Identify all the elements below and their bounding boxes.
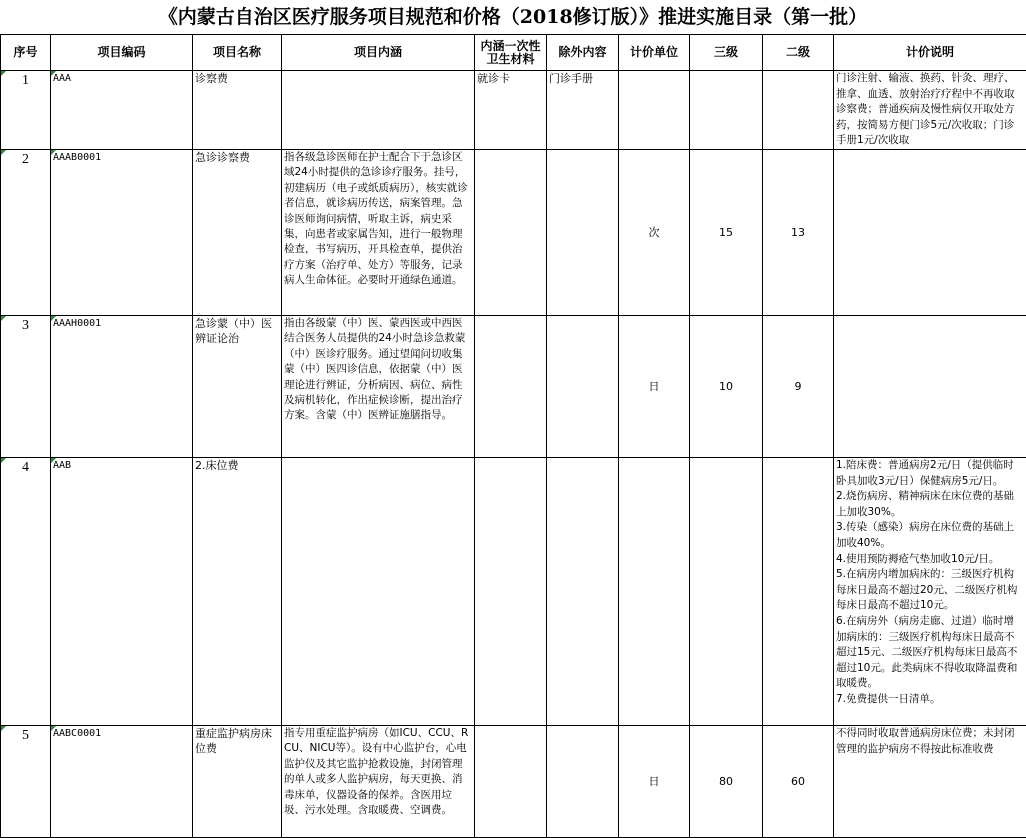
row-number: 3 — [1, 315, 51, 457]
note-line: 6.在病房外（病房走廊、过道）临时增加病床的：三级医疗机构每床日最高不超过15元、二级医疗机构每床日最高不超过10元。此类病床不得收取降温费和取暖费。 — [836, 614, 1024, 692]
header-name: 项目名称 — [193, 35, 282, 71]
table-row — [1, 315, 1026, 457]
item-unit: 日 — [619, 315, 690, 457]
item-price-level2: 9 — [763, 315, 834, 457]
item-name: 急诊诊察费 — [193, 149, 282, 315]
page-title: 《内蒙古自治区医疗服务项目规范和价格（2018修订版）》推进实施目录（第一批） — [0, 0, 1026, 34]
item-excluded — [547, 457, 619, 725]
row-number: 1 — [1, 71, 51, 150]
header-materials-line1: 内涵一次性 — [480, 39, 540, 53]
table-row — [1, 149, 1026, 315]
item-code: AAA — [51, 71, 193, 150]
item-name: 诊察费 — [193, 71, 282, 150]
row-number: 2 — [1, 149, 51, 315]
item-price-level2 — [763, 457, 834, 725]
header-materials — [475, 35, 547, 71]
header-unit: 计价单位 — [619, 35, 690, 71]
item-content — [282, 457, 475, 725]
item-name: 急诊蒙（中）医辨证论治 — [193, 315, 282, 457]
header-materials-line2: 卫生材料 — [486, 52, 534, 66]
item-content — [282, 71, 475, 150]
row-number: 5 — [1, 725, 51, 837]
item-code: AABC0001 — [51, 725, 193, 837]
item-excluded — [547, 725, 619, 837]
price-table — [0, 34, 1026, 838]
item-price-level3: 10 — [690, 315, 763, 457]
item-materials — [475, 149, 547, 315]
table-row — [1, 457, 1026, 725]
item-notes — [834, 457, 1026, 725]
note-line: 1.陪床费：普通病房2元/日（提供临时卧具加收3元/日）保健病房5元/日。 — [836, 458, 1024, 489]
note-line: 2.烧伤病房、精神病床在床位费的基础上加收30%。 — [836, 489, 1024, 520]
item-price-level3: 80 — [690, 725, 763, 837]
item-materials: 就诊卡 — [475, 71, 547, 150]
header-code: 项目编码 — [51, 35, 193, 71]
note-line: 4.使用预防褥疮气垫加收10元/日。 — [836, 552, 1024, 568]
item-code: AAAH0001 — [51, 315, 193, 457]
header-level3: 三级 — [690, 35, 763, 71]
header-level2: 二级 — [763, 35, 834, 71]
row-number: 4 — [1, 457, 51, 725]
note-line: 7.免费提供一日清单。 — [836, 692, 1024, 708]
table-row — [1, 71, 1026, 150]
item-notes: 不得同时收取普通病房床位费；未封闭管理的监护病房不得按此标准收费 — [834, 725, 1026, 837]
item-unit — [619, 457, 690, 725]
item-excluded: 门诊手册 — [547, 71, 619, 150]
item-unit: 日 — [619, 725, 690, 837]
item-price-level2: 60 — [763, 725, 834, 837]
item-content: 指各级急诊医师在护士配合下于急诊区域24小时提供的急诊诊疗服务。挂号，初建病历（电子或纸质病历），核实就诊者信息，就诊病历传送，病案管理。急诊医师询问病情，听取主诉，病史采集，向患者或家属告知，进行一般物理检查，书写病历，开具检查单，提供治疗方案（治疗单、处方）等服务，记录病人生命体征。必要时开通绿色通道。 — [282, 149, 475, 315]
item-price-level3: 15 — [690, 149, 763, 315]
item-notes: 门诊注射、输液、换药、针灸、理疗、推拿、血透、放射治疗疗程中不再收取诊察费；普通疾病及慢性病仅开取处方药，按简易方便门诊5元/次收取；门诊手册1元/次收取 — [834, 71, 1026, 150]
item-code: AAB — [51, 457, 193, 725]
item-excluded — [547, 315, 619, 457]
note-line: 3.传染（感染）病房在床位费的基础上加收40%。 — [836, 520, 1024, 551]
item-price-level2 — [763, 71, 834, 150]
item-unit — [619, 71, 690, 150]
item-content: 指由各级蒙（中）医、蒙西医或中西医结合医务人员提供的24小时急诊急救蒙（中）医诊疗服务。通过望闻问切收集蒙（中）医四诊信息，依据蒙（中）医理论进行辨证，分析病因、病位、病性及病机转化，作出症候诊断，提出治疗方案。含蒙（中）医辨证施膳指导。 — [282, 315, 475, 457]
header-content: 项目内涵 — [282, 35, 475, 71]
header-excluded: 除外内容 — [547, 35, 619, 71]
item-notes — [834, 315, 1026, 457]
item-unit: 次 — [619, 149, 690, 315]
header-no: 序号 — [1, 35, 51, 71]
header-notes: 计价说明 — [834, 35, 1026, 71]
item-excluded — [547, 149, 619, 315]
item-name: 重症监护病房床位费 — [193, 725, 282, 837]
header-row — [1, 35, 1026, 71]
item-price-level3 — [690, 71, 763, 150]
item-materials — [475, 725, 547, 837]
item-price-level3 — [690, 457, 763, 725]
item-code: AAAB0001 — [51, 149, 193, 315]
item-price-level2: 13 — [763, 149, 834, 315]
item-materials — [475, 457, 547, 725]
item-name: 2.床位费 — [193, 457, 282, 725]
note-line: 5.在病房内增加病床的：三级医疗机构每床日最高不超过20元、二级医疗机构每床日最高不超过10元。 — [836, 567, 1024, 614]
table-row — [1, 725, 1026, 837]
item-materials — [475, 315, 547, 457]
item-notes — [834, 149, 1026, 315]
item-content: 指专用重症监护病房（如ICU、CCU、RCU、NICU等）。设有中心监护台，心电监护仪及其它监护抢救设施，封闭管理的单人或多人监护病房，每天更换、消毒床单，仪器设备的保养。含医用垃圾、污水处理。含取暖费、空调费。 — [282, 725, 475, 837]
